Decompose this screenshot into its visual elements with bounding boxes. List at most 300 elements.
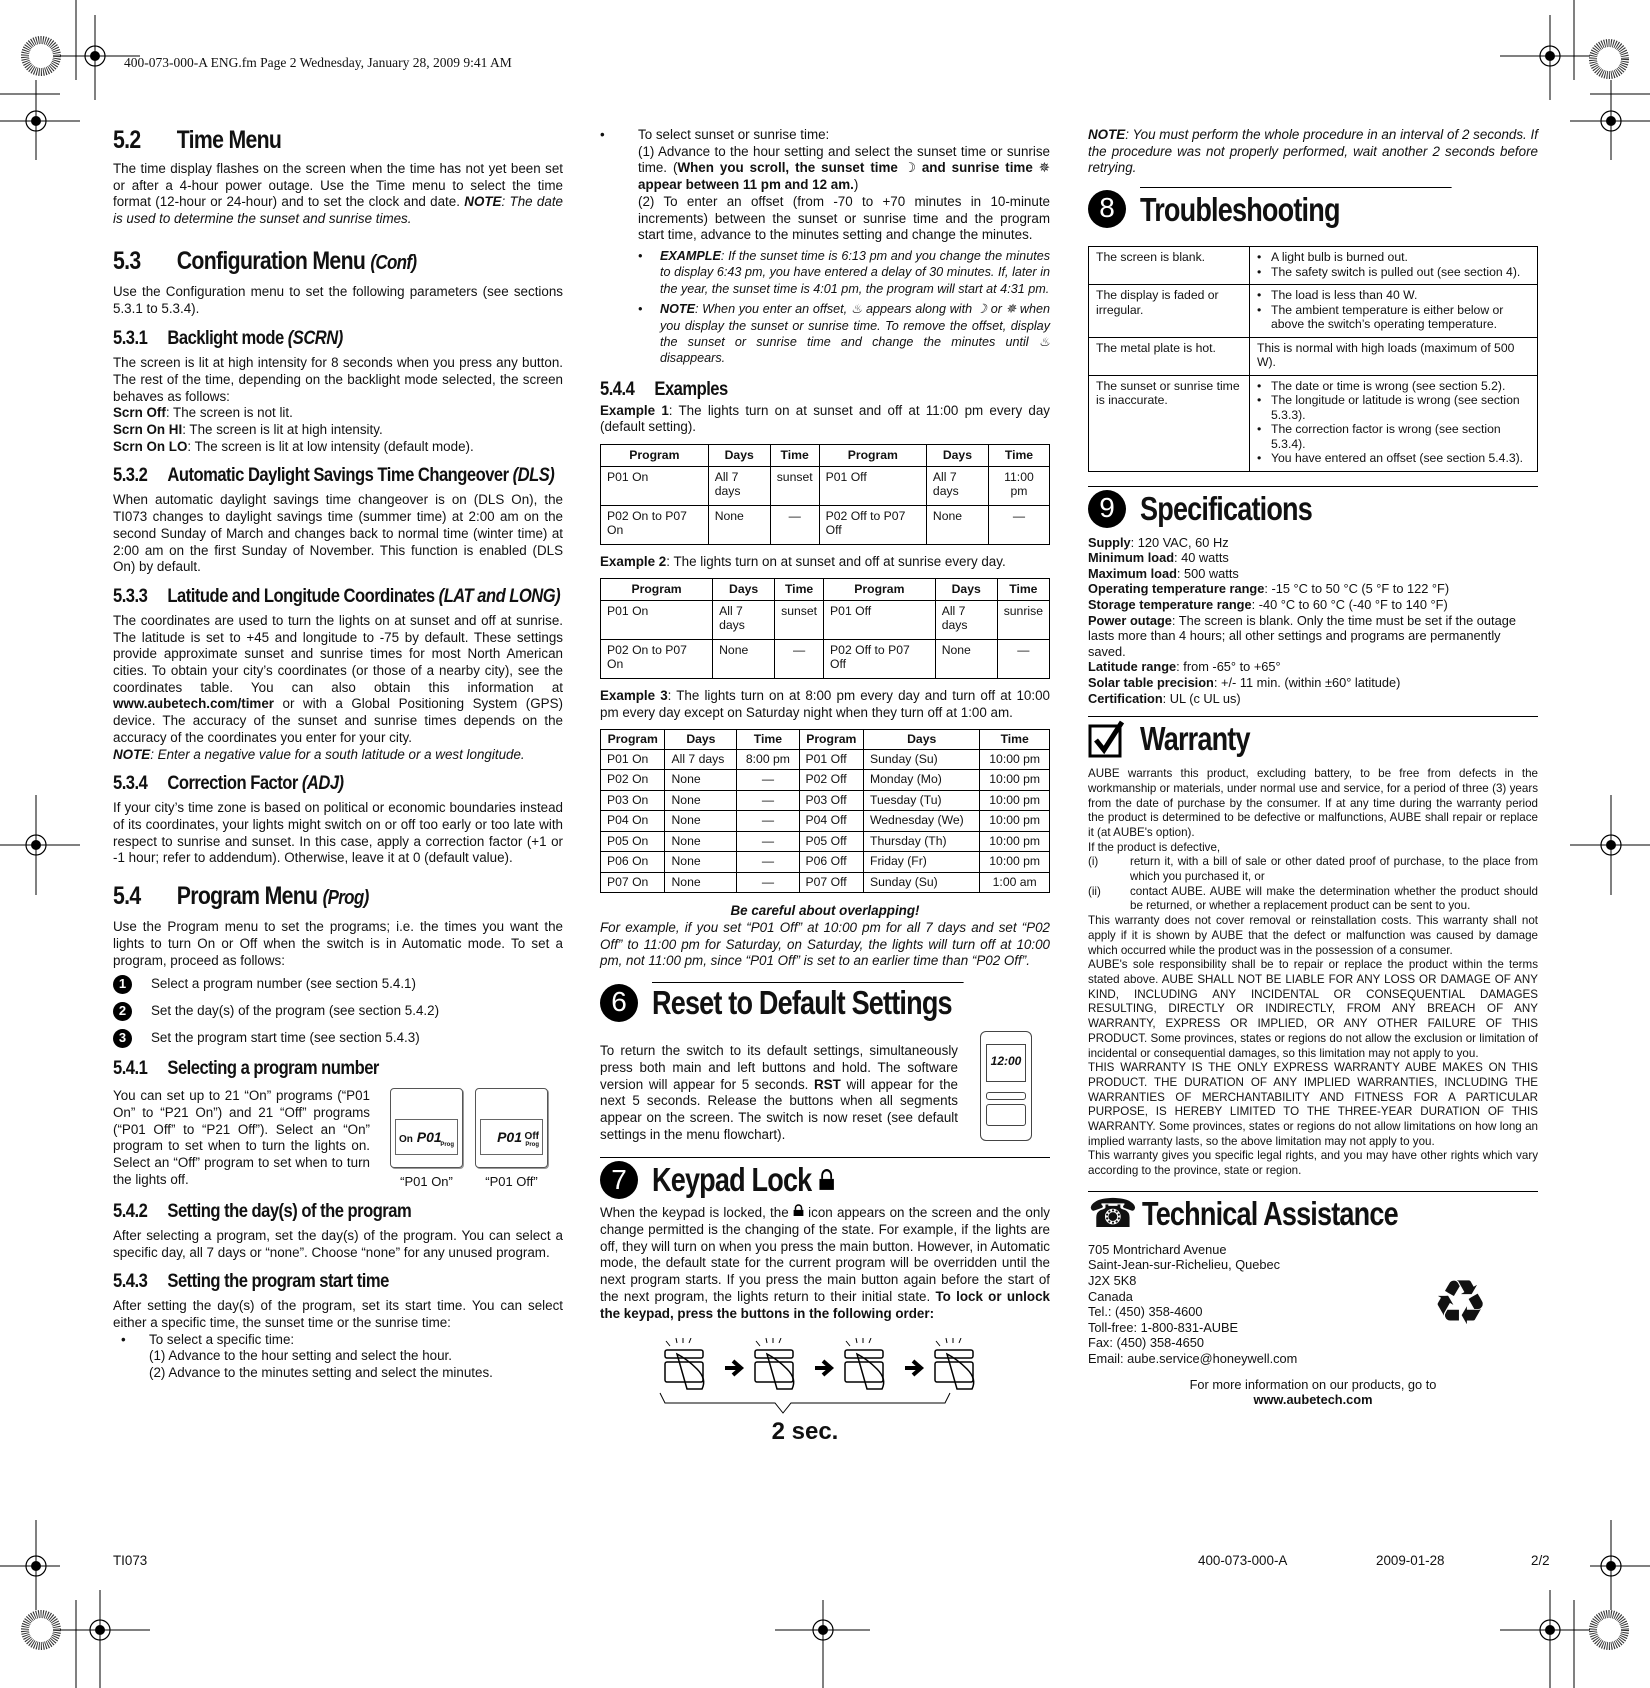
cause-item: • The load is less than 40 W. bbox=[1257, 288, 1530, 303]
spec-label: Latitude range bbox=[1088, 659, 1177, 675]
section-title: Reset to Default Settings bbox=[652, 982, 964, 1023]
body-text: When you scroll, the sunset time bbox=[677, 160, 904, 176]
table-cell: 8:00 pm bbox=[737, 749, 799, 770]
body-text: ) bbox=[853, 177, 859, 193]
website-link[interactable]: www.aubetech.com/timer bbox=[113, 696, 274, 712]
note-text: when you display the sunset or sunrise time. To remove the offset, display the sunset or sunrise time and change the minutes until bbox=[660, 302, 1051, 349]
program-step bbox=[113, 1029, 563, 1048]
spec-label: Supply bbox=[1088, 534, 1131, 550]
table-cell: All 7 days bbox=[665, 749, 737, 770]
keypad-button bbox=[935, 1350, 973, 1358]
arrow-right-icon bbox=[815, 1361, 831, 1375]
column-header: Time bbox=[737, 730, 799, 750]
footer-page: 2/2 bbox=[1531, 1553, 1550, 1568]
contact-line: Tel.: (450) 358-4600 bbox=[1088, 1304, 1203, 1320]
section-number: 5.4.3 bbox=[113, 1270, 148, 1293]
example-2-table bbox=[600, 578, 1050, 679]
column-header: Time bbox=[997, 579, 1049, 601]
section-title: Selecting a program number bbox=[167, 1057, 379, 1080]
press-indicator bbox=[936, 1338, 961, 1346]
program-step bbox=[113, 1002, 563, 1021]
section-title: Technical Assistance bbox=[1141, 1194, 1398, 1232]
spec-value: : from -65° to +65° bbox=[1176, 659, 1281, 675]
section-5-3-2 bbox=[113, 463, 563, 576]
section-number: 5.3.2 bbox=[113, 464, 148, 487]
lcd-state: Off bbox=[524, 1131, 539, 1143]
file-slug: 400-073-000-A ENG.fm Page 2 Wednesday, January 28, 2009 9:41 AM bbox=[124, 55, 512, 70]
spec-value: : UL (c UL us) bbox=[1162, 690, 1241, 706]
table-cell: None bbox=[665, 790, 737, 811]
table-cell: Thursday (Th) bbox=[864, 831, 980, 852]
warranty-text: contact AUBE. AUBE will make the determination whether the product should be returned, or whether a replacement product can be sent to you. bbox=[1130, 884, 1538, 913]
table-cell: Monday (Mo) bbox=[864, 770, 980, 791]
list-marker: (ii) bbox=[1088, 884, 1101, 898]
spec-item bbox=[1088, 597, 1538, 613]
mode-name: Scrn On HI bbox=[113, 422, 183, 438]
footer-doc-number: 400-073-000-A bbox=[1198, 1553, 1288, 1568]
spec-item bbox=[1088, 613, 1538, 660]
table-row bbox=[1089, 247, 1538, 285]
column-2 bbox=[600, 127, 1050, 1446]
warranty-text: If the product is defective, bbox=[1088, 840, 1221, 854]
table-cell: P01 Off bbox=[824, 600, 936, 639]
spec-label: Power outage bbox=[1088, 612, 1172, 628]
table-cell: P02 On to P07 On bbox=[601, 639, 713, 678]
body-text: (2) To enter an offset (from -70 to +70 minutes in 10-minute increments) between the sunset or sunrise time and the program start time, advance to the minutes setting and change the minutes. bbox=[638, 193, 1050, 243]
warranty-text: AUBE warrants this product, excluding battery, to be free from defects in the workmanship or materials, under normal use and service, for a period of three (3) years from the date of purchase by the consumer. If at any time during the warranty period the product is determined to be defective or malfunctions, AUBE shall repair or replace it (at AUBE's option). bbox=[1088, 767, 1538, 839]
note-label: NOTE bbox=[113, 746, 151, 762]
table-cell: P03 On bbox=[601, 790, 665, 811]
note-text: or bbox=[987, 302, 1006, 317]
table-cell: P01 On bbox=[601, 466, 709, 505]
table-cell: 10:00 pm bbox=[980, 831, 1050, 852]
section-9 bbox=[1088, 486, 1538, 707]
arrow-right-icon bbox=[725, 1361, 741, 1375]
column-header: Program bbox=[799, 730, 863, 750]
body-text: When the keypad is locked, the bbox=[600, 1205, 793, 1221]
example-label: Example 3 bbox=[600, 687, 668, 703]
keypad-button bbox=[845, 1350, 883, 1358]
bullet-text: • To select a specific time: bbox=[149, 1331, 295, 1347]
section-number-badge: 9 bbox=[1088, 490, 1126, 528]
table-cell: — bbox=[770, 505, 819, 544]
lcd-state: On bbox=[399, 1134, 413, 1146]
table-cell: P04 On bbox=[601, 811, 665, 832]
section-code: (LAT and LONG) bbox=[438, 584, 561, 607]
table-row bbox=[601, 639, 1050, 678]
section-6 bbox=[600, 980, 1050, 1143]
body-text: You can set up to 21 “On” programs (“P01 On” to “P21 On”) and 21 “Off” programs (“P01 Off” to “P21 Off”). Select an “On” program to set when to turn the lights on. Select an “Off” program to set when to turn the lights off. bbox=[113, 1088, 370, 1187]
section-tech-assistance bbox=[1088, 1191, 1538, 1408]
table-cell: Tuesday (Tu) bbox=[864, 790, 980, 811]
body-text: or with a Global Positioning System (GPS) device. The accuracy of the sunset and sunrise times depends on the accuracy of the coordinates you enter for your city. bbox=[113, 696, 563, 745]
table-cell: Friday (Fr) bbox=[864, 852, 980, 873]
column-header: Days bbox=[864, 730, 980, 750]
body-text: When automatic daylight savings time changeover is on (DLS On), the TI073 changes to daylight savings time (summer time) at 2:00 am on the second Sunday of March and changes back to normal time (winter time) at 2:00 am on the first Sunday of November. This function is enabled (DLS On) by default. bbox=[113, 492, 563, 575]
finger-icon bbox=[767, 1354, 794, 1389]
section-5-3-3 bbox=[113, 584, 563, 763]
cause-item: • The correction factor is wrong (see section 5.3.4). bbox=[1257, 422, 1530, 451]
table-cell: P01 Off bbox=[819, 466, 926, 505]
spec-item bbox=[1088, 566, 1538, 582]
keypad-button bbox=[755, 1350, 793, 1358]
section-5-4-3 bbox=[113, 1269, 563, 1382]
table-cell: All 7 days bbox=[708, 466, 770, 505]
section-code: (ADJ) bbox=[301, 772, 344, 795]
table-cell: — bbox=[737, 872, 799, 893]
spec-value: : +/- 11 min. (within ±60° latitude) bbox=[1213, 674, 1401, 690]
table-cell: P06 On bbox=[601, 852, 665, 873]
offset-icon: ♨ bbox=[1038, 334, 1050, 349]
column-header: Time bbox=[775, 579, 824, 601]
body-text: The screen is lit at high intensity for 8 seconds when you press any button. The rest of the time, depending on the backlight mode selected, the screen behaves as follows: bbox=[113, 355, 563, 404]
section-code: (Prog) bbox=[322, 887, 369, 910]
spec-label: Maximum load bbox=[1088, 565, 1177, 581]
section-number: 5.3 bbox=[113, 246, 141, 275]
table-cell: P03 Off bbox=[799, 790, 863, 811]
step-text: Select a program number (see section 5.4.1) bbox=[151, 976, 416, 992]
table-cell: 10:00 pm bbox=[980, 811, 1050, 832]
table-cell: Sunday (Su) bbox=[864, 872, 980, 893]
table-cell: All 7 days bbox=[713, 600, 775, 639]
table-cell: P02 Off to P07 Off bbox=[824, 639, 936, 678]
section-number-badge: 8 bbox=[1088, 190, 1126, 228]
table-cell: 11:00 pm bbox=[988, 466, 1049, 505]
body-text: If your city’s time zone is based on political or economic boundaries instead of its coordinates, your lights might switch on or off too early or too late with respect to sunrise and sunset. In this case, apply a correction factor (+1 or -1 hour; refer to addendum). Otherwise, leave it at 0 (default value). bbox=[113, 800, 563, 866]
spec-label: Minimum load bbox=[1088, 550, 1175, 566]
table-cell: P07 Off bbox=[799, 872, 863, 893]
section-title: Configuration Menu bbox=[176, 246, 371, 275]
note-text: : When you enter an offset, bbox=[694, 302, 851, 317]
table-row bbox=[601, 770, 1050, 791]
spec-value: : 500 watts bbox=[1176, 565, 1239, 581]
lcd-program: P01 bbox=[416, 1129, 442, 1146]
lcd-tag: Prog bbox=[525, 1141, 539, 1148]
table-header-row bbox=[601, 730, 1050, 750]
step-text: Set the day(s) of the program (see section 5.4.2) bbox=[151, 1003, 440, 1019]
table-cell: None bbox=[935, 639, 997, 678]
table-cell: — bbox=[775, 639, 824, 678]
body-text: To return the switch to its default settings, simultaneously press both main and left buttons and hold. The software version will appear for 5 seconds. bbox=[600, 1043, 958, 1092]
section-title: Automatic Daylight Savings Time Changeover bbox=[167, 464, 513, 487]
table-cell: Sunday (Su) bbox=[864, 749, 980, 770]
warranty-text: THIS WARRANTY IS THE ONLY EXPRESS WARRANTY AUBE MAKES ON THIS PRODUCT. THE DURATION OF ANY IMPLIED WARRANTIES, INCLUDING THE WARRANTIES OF MERCHANTABILITY AND FITNESS FOR A PARTICULAR PURPOSE, IS HEREBY LIMITED TO THE THREE-YEAR DURATION OF THIS WARRANTY. Some provinces, states or regions do not allow limitations on how long an implied warranty lasts, so the above limitation may not apply to you. bbox=[1088, 1061, 1538, 1148]
section-title: Keypad Lock bbox=[652, 1161, 812, 1199]
body-text: (1) Advance to the hour setting and select the sunset time or sunrise time. ( bbox=[638, 143, 1050, 176]
table-cell: None bbox=[665, 872, 737, 893]
section-number-badge: 7 bbox=[600, 1161, 638, 1199]
example-1-table bbox=[600, 444, 1050, 545]
example-1 bbox=[600, 403, 1050, 545]
spec-label: Storage temperature range bbox=[1088, 596, 1252, 612]
body-text: and sunrise time bbox=[915, 160, 1039, 176]
cause-item: • The longitude or latitude is wrong (see section 5.3.3). bbox=[1257, 393, 1530, 422]
section-title: Examples bbox=[654, 377, 728, 400]
step-text: Set the program start time (see section 5.4.3) bbox=[151, 1030, 420, 1046]
section-number: 5.3.4 bbox=[113, 772, 148, 795]
body-text: The time display flashes on the screen when the time has not yet been set or after a 4-hour power outage. Use the Time menu to select the time format (12-hour or 24-hour) and to set the clock and date. bbox=[113, 161, 563, 210]
bullet-text: (2) Advance to the minutes setting and select the minutes. bbox=[149, 1365, 493, 1381]
column-header: Program bbox=[819, 445, 926, 467]
mode-name: Scrn Off bbox=[113, 405, 166, 421]
example-text: : The lights turn on at 8:00 pm every day and turn off at 10:00 pm every day except on Saturday night when they turn off at 1:00 am. bbox=[600, 687, 1050, 720]
column-header: Time bbox=[770, 445, 819, 467]
duration-label: 2 sec. bbox=[771, 1418, 839, 1446]
table-row bbox=[601, 872, 1050, 893]
body-text: will appear for the next 5 seconds. Release the buttons when all segments appear on the screen. The switch is now reset (see default settings in the menu flowchart). bbox=[600, 1076, 958, 1142]
section-5-4-2 bbox=[113, 1199, 563, 1261]
cause-item: • You have entered an offset (see section 5.4.3). bbox=[1257, 451, 1530, 466]
section-5-4 bbox=[113, 881, 563, 1048]
offset-icon: ♨ bbox=[850, 302, 863, 317]
spec-label: Operating temperature range bbox=[1088, 581, 1265, 597]
spec-item bbox=[1088, 659, 1538, 675]
table-cell: P01 On bbox=[601, 749, 665, 770]
warning-title: Be careful about overlapping! bbox=[730, 903, 920, 919]
spec-item bbox=[1088, 675, 1538, 691]
warranty-text: return it, with a bill of sale or other dated proof of purchase, to the place from which you purchased it, or bbox=[1130, 855, 1538, 884]
lock-icon bbox=[818, 1169, 834, 1191]
cause-cell bbox=[1250, 285, 1538, 338]
section-5-2 bbox=[113, 125, 563, 228]
step-number-badge: 3 bbox=[113, 1029, 132, 1048]
list-marker: (i) bbox=[1088, 855, 1099, 869]
table-cell: None bbox=[665, 852, 737, 873]
section-number: 5.4.1 bbox=[113, 1057, 148, 1080]
table-cell: P02 Off bbox=[799, 770, 863, 791]
table-cell: — bbox=[737, 790, 799, 811]
backlight-mode-item bbox=[113, 422, 563, 439]
keypad-lock-sequence-illustration bbox=[600, 1338, 1050, 1418]
telephone-icon: ☎ bbox=[1088, 1191, 1138, 1236]
recycle-icon: ♻ bbox=[1432, 1269, 1488, 1339]
table-cell: 10:00 pm bbox=[980, 852, 1050, 873]
section-title: Latitude and Longitude Coordinates bbox=[167, 584, 439, 607]
warranty-text: This warranty gives you specific legal rights, and you may have other rights which vary according to the province, state or region. bbox=[1088, 1149, 1538, 1178]
section-title: Backlight mode bbox=[167, 327, 288, 350]
backlight-mode-item bbox=[113, 405, 563, 422]
footer-date: 2009-01-28 bbox=[1376, 1553, 1445, 1568]
table-cell: None bbox=[665, 811, 737, 832]
table-cell: P05 Off bbox=[799, 831, 863, 852]
section-code: (SCRN) bbox=[287, 327, 343, 350]
lcd-p01-off bbox=[475, 1088, 548, 1191]
body-text: Use the Program menu to set the programs; i.e. the times you want the lights to turn On or Off when the switch is in Automatic mode. To set a program, proceed as follows: bbox=[113, 919, 563, 968]
problem-cell: The display is faded or irregular. bbox=[1089, 285, 1250, 338]
section-title: Troubleshooting bbox=[1140, 187, 1452, 230]
cause-cell bbox=[1250, 375, 1538, 471]
spec-item bbox=[1088, 535, 1538, 551]
section-title: Warranty bbox=[1140, 720, 1250, 758]
body-text: icon appears on the screen and the only change permitted is the changing of the state. For example, if the lights are off, they will turn on when you press the main button. However, in Automatic mode, the default state for the current program will be overridden until the next program starts. If you press the main button again before the start of the next program, the lights return to their initial state. bbox=[600, 1205, 1050, 1304]
table-cell: 10:00 pm bbox=[980, 790, 1050, 811]
spec-item bbox=[1088, 581, 1538, 597]
section-title: Specifications bbox=[1140, 489, 1312, 527]
example-3 bbox=[600, 688, 1050, 893]
table-cell: — bbox=[737, 770, 799, 791]
section-number-badge: 6 bbox=[600, 984, 638, 1022]
section-5-3 bbox=[113, 246, 563, 317]
table-cell: P02 Off to P07 Off bbox=[819, 505, 926, 544]
contact-line: J2X 5K8 bbox=[1088, 1273, 1137, 1289]
note-text: appears along with bbox=[862, 302, 976, 317]
warning-text: For example, if you set “P01 Off” at 10:00 pm for all 7 days and set “P02 Off” to 11:00 pm for Saturday, on Saturday, the lights will turn off at 10:00 pm, not 11:00 pm, since “P01 Off” is set to an earlier time than “P02 Off”. bbox=[600, 919, 1050, 969]
table-header-row bbox=[601, 445, 1050, 467]
spec-value: : 120 VAC, 60 Hz bbox=[1130, 534, 1229, 550]
table-cell: None bbox=[665, 770, 737, 791]
lock-icon bbox=[793, 1204, 804, 1217]
table-cell: — bbox=[737, 852, 799, 873]
table-row bbox=[1089, 375, 1538, 471]
backlight-mode-item bbox=[113, 439, 563, 456]
table-cell: sunset bbox=[775, 600, 824, 639]
section-number: 5.3.3 bbox=[113, 584, 148, 607]
example-text: : The lights turn on at sunset and off at sunrise every day. bbox=[666, 553, 1006, 569]
more-info-text: For more information on our products, go to bbox=[1189, 1376, 1437, 1392]
column-header: Program bbox=[601, 579, 713, 601]
example-label: Example 2 bbox=[600, 553, 667, 569]
step-number-badge: 2 bbox=[113, 1002, 132, 1021]
section-number: 5.4.4 bbox=[600, 377, 635, 400]
note-text: : The date is used to determine the sunset and sunrise times. bbox=[113, 194, 563, 227]
mode-name: Scrn On LO bbox=[113, 438, 188, 454]
lcd-p01-on bbox=[390, 1088, 463, 1191]
example-3-table bbox=[600, 729, 1050, 893]
table-cell: P01 Off bbox=[799, 749, 863, 770]
website-link[interactable]: www.aubetech.com bbox=[1253, 1392, 1373, 1408]
rst-label: RST bbox=[814, 1076, 841, 1092]
column-header: Time bbox=[988, 445, 1049, 467]
column-header: Program bbox=[824, 579, 936, 601]
table-cell: — bbox=[997, 639, 1049, 678]
section-8 bbox=[1088, 185, 1538, 472]
body-text: After selecting a program, set the day(s) of the program. You can select a specific day, all 7 days or “none”. Choose “none” for any unused program. bbox=[113, 1227, 563, 1260]
table-cell: P05 On bbox=[601, 831, 665, 852]
section-number: 5.4 bbox=[113, 882, 141, 911]
cause-cell bbox=[1250, 247, 1538, 285]
table-cell: None bbox=[708, 505, 770, 544]
column-header: Days bbox=[708, 445, 770, 467]
table-cell: None bbox=[713, 639, 775, 678]
arrow-right-icon bbox=[905, 1361, 921, 1375]
table-row bbox=[1089, 337, 1538, 375]
example-label: EXAMPLE bbox=[660, 248, 721, 263]
table-cell: — bbox=[737, 811, 799, 832]
spec-value: : -40 °C to 60 °C (-40 °F to 140 °F) bbox=[1251, 596, 1448, 612]
section-code: (Conf) bbox=[370, 251, 417, 274]
section-title: Setting the program start time bbox=[167, 1270, 389, 1293]
footer-model: TI073 bbox=[113, 1553, 148, 1568]
note-text: : Enter a negative value for a south latitude or a west longitude. bbox=[150, 746, 525, 762]
table-cell: P04 Off bbox=[799, 811, 863, 832]
step-number-badge: 1 bbox=[113, 975, 132, 994]
table-row bbox=[1089, 285, 1538, 338]
section-7 bbox=[600, 1157, 1050, 1446]
section-title: Time Menu bbox=[176, 126, 282, 154]
spec-item bbox=[1088, 691, 1538, 707]
keypad-button bbox=[665, 1350, 703, 1358]
mode-description: : The screen is lit at high intensity. bbox=[182, 422, 383, 438]
cause-item: • The date or time is wrong (see section 5.2). bbox=[1257, 379, 1530, 394]
procedure-note bbox=[1088, 127, 1538, 177]
section-5-3-4 bbox=[113, 771, 563, 867]
example-text: : The lights turn on at sunset and off at 11:00 pm every day (default setting). bbox=[600, 402, 1051, 435]
section-warranty bbox=[1088, 716, 1538, 1179]
column-header: Days bbox=[935, 579, 997, 601]
contact-line: Saint-Jean-sur-Richelieu, Quebec bbox=[1088, 1257, 1281, 1273]
example-text: : If the sunset time is 6:13 pm and you change the minutes to display 6:43 pm, you have entered a delay of 30 minutes. If, later in the year, the sunset time is 4:01 pm, the program will start at 4:31 pm. bbox=[660, 248, 1050, 296]
note-text: disappears. bbox=[660, 351, 726, 366]
problem-cell: The screen is blank. bbox=[1089, 247, 1250, 285]
cause-item: • The ambient temperature is either below or above the switch’s operating temperature. bbox=[1257, 303, 1530, 332]
spec-value: : The screen is blank. Only the time must be set if the outage lasts more than 4 hours; all other settings and programs are permanently saved. bbox=[1088, 612, 1516, 659]
mode-description: : The screen is lit at low intensity (default mode). bbox=[187, 438, 474, 454]
table-row bbox=[601, 600, 1050, 639]
finger-icon bbox=[677, 1354, 704, 1389]
sunset-icon: ☽ bbox=[903, 160, 916, 176]
spec-value: : -15 °C to 50 °C (5 °F to 122 °F) bbox=[1264, 581, 1450, 597]
lcd-tag: Prog bbox=[440, 1141, 454, 1148]
note-label: NOTE bbox=[464, 194, 502, 210]
table-row bbox=[601, 831, 1050, 852]
section-number: 5.4.2 bbox=[113, 1199, 148, 1222]
example-label: Example 1 bbox=[600, 402, 669, 418]
body-text: The coordinates are used to turn the lights on at sunset and off at sunrise. The latitude is set to +45 and longitude to -75 by default. These settings provide approximate sunset and sunrise times for most North American cities. To obtain your city’s coordinates (or those of a nearby city), see the coordinates table. You can also obtain this information at bbox=[113, 612, 563, 695]
lcd-program: P01 bbox=[497, 1129, 522, 1146]
spec-label: Solar table precision bbox=[1088, 674, 1214, 690]
cause-item: • The safety switch is pulled out (see section 4). bbox=[1257, 265, 1530, 280]
press-indicator bbox=[666, 1338, 691, 1346]
column-header: Days bbox=[713, 579, 775, 601]
problem-cell: The sunset or sunrise time is inaccurate. bbox=[1089, 375, 1250, 471]
table-header-row bbox=[601, 579, 1050, 601]
column-header: Time bbox=[980, 730, 1050, 750]
table-cell: P02 On to P07 On bbox=[601, 505, 709, 544]
table-cell: — bbox=[988, 505, 1049, 544]
table-cell: P02 On bbox=[601, 770, 665, 791]
table-row bbox=[601, 505, 1050, 544]
table-cell: All 7 days bbox=[926, 466, 988, 505]
table-cell: All 7 days bbox=[935, 600, 997, 639]
contact-line: Toll-free: 1-800-831-AUBE bbox=[1088, 1319, 1239, 1335]
table-cell: — bbox=[737, 831, 799, 852]
contact-line: Canada bbox=[1088, 1288, 1133, 1304]
column-header: Days bbox=[665, 730, 737, 750]
program-step bbox=[113, 975, 563, 994]
table-cell: None bbox=[665, 831, 737, 852]
note-label: NOTE bbox=[660, 302, 695, 317]
press-indicator bbox=[846, 1338, 871, 1346]
instruction-text: To lock or unlock the keypad, press the buttons in the following order: bbox=[600, 1288, 1050, 1321]
bullet-text: (1) Advance to the hour setting and select the hour. bbox=[149, 1348, 452, 1364]
section-number: 5.2 bbox=[113, 126, 141, 154]
finger-icon bbox=[947, 1354, 974, 1389]
section-5-4-4 bbox=[600, 377, 1050, 401]
cause-item: • A light bulb is burned out. bbox=[1257, 250, 1530, 265]
sunrise-icon: ✵ bbox=[1038, 160, 1050, 176]
table-cell: None bbox=[926, 505, 988, 544]
table-row bbox=[601, 790, 1050, 811]
table-cell: P07 On bbox=[601, 872, 665, 893]
column-header: Program bbox=[601, 730, 665, 750]
column-1 bbox=[113, 125, 563, 1382]
sunrise-icon: ✵ bbox=[1005, 302, 1017, 317]
table-cell: 10:00 pm bbox=[980, 770, 1050, 791]
table-cell: sunset bbox=[770, 466, 819, 505]
lcd-caption: “P01 On” bbox=[400, 1174, 453, 1190]
lcd-caption: “P01 Off” bbox=[485, 1174, 538, 1190]
example-2 bbox=[600, 554, 1050, 679]
